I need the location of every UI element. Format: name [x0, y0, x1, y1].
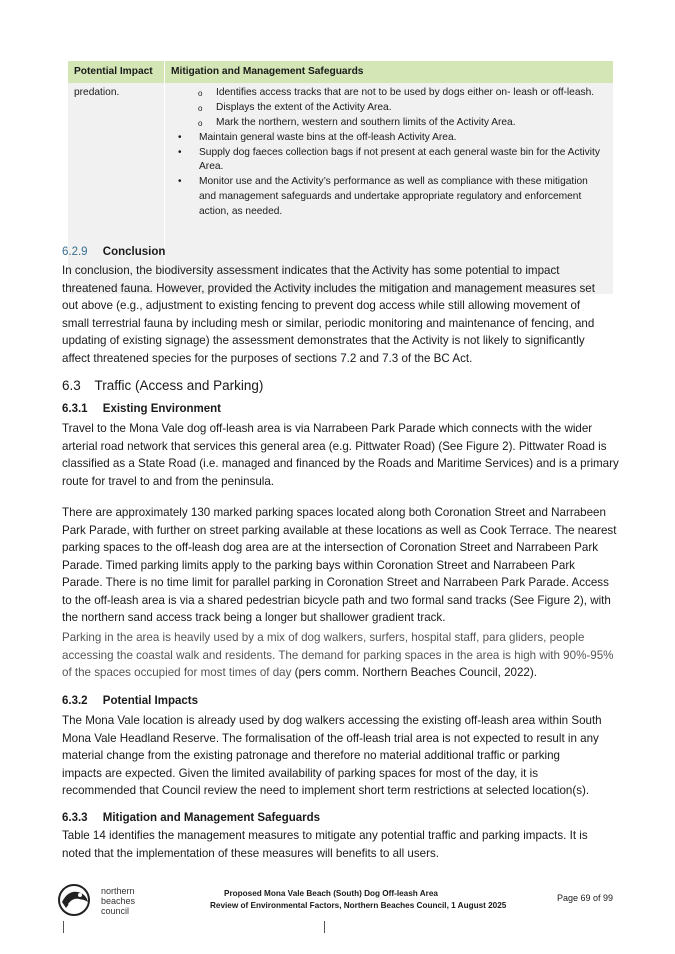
- citation: (pers comm. Northern Beaches Council, 2022).: [294, 666, 537, 679]
- text-line: Table 14 identifies the management measures to mitigate any potential traffic and parking impacts. It is: [62, 829, 588, 842]
- heading-title: Conclusion: [102, 246, 166, 258]
- text-line: parking spaces to the off-leash dog area are at the intersection of Coronation Street and Narrabeen Park: [62, 541, 599, 554]
- heading-number: 6.3.2: [62, 695, 88, 707]
- text-line: to the off-leash area is via a shared pedestrian bicycle path and two formal sand tracks (See Figure 2), with: [62, 593, 611, 607]
- bullet-marker: •: [178, 147, 182, 158]
- sub-item: Identifies access tracks that are not to be used by dogs either on- leash or off-leash.: [216, 87, 595, 98]
- sub-item-marker: o: [198, 119, 203, 128]
- footer-subtitle: Review of Environmental Factors, Northern Beaches Council, 1 August 2025: [210, 901, 507, 910]
- bullet-item-cont: Area.: [199, 161, 224, 172]
- text-line: route for travel to and from the peninsula.: [62, 474, 275, 488]
- text-line: Travel to the Mona Vale dog off-leash area is via Narrabeen Park Parade which connects with the wider: [62, 422, 593, 435]
- text-line: classified as a State Road (i.e. managed and financed by the Roads and Maritime Services) and is a primary: [62, 457, 619, 470]
- footer-divider: [324, 921, 325, 933]
- text-line: out above (e.g., adjustment to existing fencing to prevent dog access while still allowing movement of: [62, 299, 581, 312]
- heading-6-2-9: [62, 246, 165, 258]
- text-line: accessing the coastal walk and residents. The demand for parking spaces in the area is high with 90%-95%: [62, 648, 614, 662]
- heading-number: 6.2.9: [62, 246, 88, 258]
- footer-title: Proposed Mona Vale Beach (South) Dog Off-leash Area: [224, 889, 438, 898]
- bullet-marker: •: [178, 176, 182, 187]
- text-line: Parade. Timed parking limits apply to the parking bays within Coronation Street and Narrabeen Park: [62, 558, 575, 572]
- heading-title: Traffic (Access and Parking): [94, 378, 264, 393]
- text-line: [62, 664, 613, 682]
- heading-6-3-3: [62, 812, 320, 824]
- text-line: The Mona Vale location is already used by dog walkers accessing the existing off-leash area within South: [62, 714, 602, 727]
- potential-impacts-paragraph: [62, 712, 602, 800]
- existing-env-paragraph-3: [62, 629, 613, 682]
- sub-item: Mark the northern, western and southern limits of the Activity Area.: [216, 117, 516, 128]
- sub-item-marker: o: [198, 89, 203, 98]
- text-line: the northern sand access track being a longer but shallower gradient track.: [62, 611, 446, 624]
- table-header-impact: Potential Impact: [74, 66, 153, 77]
- text-line: Parking in the area is heavily used by a mix of dog walkers, surfers, hospital staff, para gliders, people: [62, 631, 585, 644]
- text-line: Parade. There is no time limit for parallel parking in Coronation Street and Narrabeen Park Parade. Access: [62, 576, 609, 589]
- footer-divider: [63, 921, 64, 933]
- text-segment: of the spaces occupied for most times of day: [62, 666, 292, 679]
- text-line: recommended that Council review the need to implement short term restrictions at selected location(s).: [62, 784, 590, 797]
- sub-item: Displays the extent of the Activity Area.: [216, 102, 392, 113]
- text-line: affect threatened species for the purposes of sections 7.2 and 7.3 of the BC Act.: [62, 351, 473, 365]
- bullet-item-cont: and management safeguards and undertake appropriate regulatory and enforcement: [199, 191, 582, 202]
- bullet-item-cont: action, as needed.: [199, 206, 283, 217]
- impact-cell: predation.: [74, 87, 120, 98]
- column-separator: [164, 61, 165, 294]
- logo-line: beaches: [101, 896, 136, 906]
- heading-6-3: [62, 378, 263, 393]
- safeguards-table: [68, 61, 613, 294]
- text-line: There are approximately 130 marked parking spaces located along both Coronation Street and Narrabeen: [62, 506, 606, 519]
- existing-env-paragraph-2: [62, 504, 616, 627]
- bullet-item: Supply dog faeces collection bags if not present at each general waste bin for the Activity: [199, 147, 600, 158]
- heading-number: 6.3: [62, 378, 81, 393]
- text-line: arterial road network that services this general area (e.g. Pittwater Road) (See Figure 2). Pittwater Road is: [62, 439, 607, 453]
- text-line: In conclusion, the biodiversity assessment indicates that the Activity has some potential to impact: [62, 264, 560, 277]
- bullet-item: Maintain general waste bins at the off-leash Activity Area.: [199, 132, 457, 143]
- text-line: small terrestrial fauna by including mesh or similar, periodic monitoring and maintenance of fencing, and: [62, 316, 595, 330]
- bullet-item: Monitor use and the Activity’s performance as well as compliance with these mitigation: [199, 176, 588, 187]
- bullet-marker: •: [178, 132, 182, 143]
- text-line: updating of existing signage) the assessment demonstrates that the Activity is not likely to significantly: [62, 334, 585, 347]
- text-line: noted that the implementation of these measures will benefits to all users.: [62, 846, 440, 860]
- text-line: threatened fauna. However, provided the Activity includes the mitigation and management measures set: [62, 281, 595, 295]
- table-header-mitigation: Mitigation and Management Safeguards: [171, 66, 364, 77]
- heading-number: 6.3.3: [62, 812, 88, 824]
- heading-6-3-2: [62, 695, 198, 707]
- logo-line: council: [101, 906, 130, 916]
- heading-title: Existing Environment: [102, 403, 221, 415]
- logo-line: northern: [101, 886, 135, 896]
- council-logo-text: [101, 886, 135, 916]
- existing-env-paragraph-1: [62, 420, 619, 490]
- sub-item-marker: o: [198, 104, 203, 113]
- heading-title: Mitigation and Management Safeguards: [102, 812, 321, 824]
- heading-title: Potential Impacts: [102, 695, 198, 707]
- page-number: Page 69 of 99: [556, 893, 613, 903]
- text-line: Mona Vale Headland Reserve. The formalisation of the off-leash trial area is not expected to result in any: [62, 731, 599, 745]
- heading-number: 6.3.1: [62, 403, 88, 415]
- text-line: Park Parade, with further on street parking available at these locations as well as Cook Terrace. The nearest: [62, 523, 617, 537]
- mitigation-paragraph: [62, 827, 588, 862]
- text-line: impacts are expected. Given the limited availability of parking spaces for most of the day, it is: [62, 766, 538, 780]
- conclusion-paragraph: [62, 262, 595, 367]
- text-line: material change from the existing patronage and therefore no material additional traffic or parking: [62, 749, 560, 762]
- heading-6-3-1: [62, 403, 221, 415]
- council-logo-icon: [56, 882, 96, 918]
